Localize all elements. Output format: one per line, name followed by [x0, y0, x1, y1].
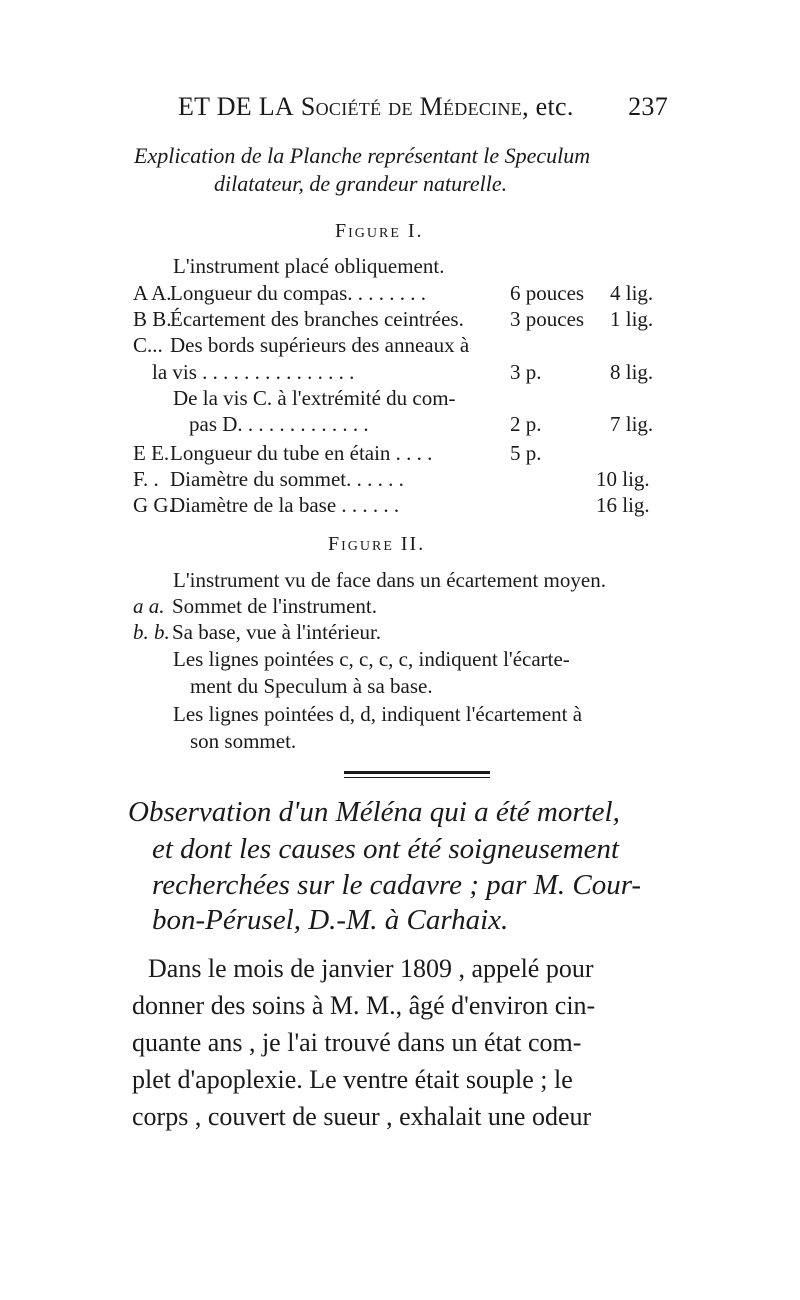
row-value: 2 p. — [510, 412, 542, 436]
row-key: A A. — [133, 281, 172, 305]
row-value: 3 p. — [510, 360, 542, 384]
row-extra: 8 lig. — [610, 360, 654, 384]
observation-title-line-4: bon-Pérusel, D.-M. à Carhaix. — [152, 904, 509, 936]
row-text: Diamètre du sommet. . . . . . — [170, 467, 404, 491]
figure-1-intro: L'instrument placé obliquement. — [173, 254, 445, 278]
explanation-line-2: dilatateur, de grandeur naturelle. — [214, 171, 508, 196]
observation-title-line-2: et dont les causes ont été soigneusement — [152, 833, 620, 865]
row-value: 5 p. — [510, 441, 542, 465]
figure-1-row — [133, 281, 172, 306]
page-number: 237 — [628, 92, 668, 121]
row-text: Des bords supérieurs des anneaux à — [170, 333, 470, 357]
row-value: 3 pouces — [510, 307, 585, 331]
row-key: F. . — [133, 467, 159, 491]
body-line-3: quante ans , je l'ai trouvé dans un état com- — [132, 1028, 582, 1057]
row-text: De la vis C. à l'extrémité du com- — [173, 386, 456, 410]
body-line-5: corps , couvert de sueur , exhalait une odeur — [132, 1102, 592, 1131]
row-key: G G. — [133, 493, 174, 517]
explanation-line-1: Explication de la Planche représentant le Speculum — [134, 143, 591, 168]
figure-2-para-1-line-1: Les lignes pointées c, c, c, c, indiquent l'écarte- — [173, 647, 570, 671]
row-extra: 4 lig. — [610, 281, 654, 305]
body-line-2: donner des soins à M. M., âgé d'environ cin- — [132, 991, 596, 1020]
header-suffix: , etc. — [522, 92, 574, 121]
observation-title-line-1: Observation d'un Méléna qui a été mortel, — [128, 796, 620, 828]
row-key: C... — [133, 333, 163, 357]
row-extra: 7 lig. — [610, 412, 654, 436]
body-line-1: Dans le mois de janvier 1809 , appelé pour — [148, 954, 594, 983]
section-divider-thin — [344, 777, 490, 778]
row-key: E E. — [133, 441, 170, 465]
figure-2-text-b: Sa base, vue à l'intérieur. — [172, 620, 382, 644]
row-text: Longueur du compas. . . . . . . . — [170, 281, 427, 305]
row-extra: 16 lig. — [596, 493, 650, 517]
row-text: Écartement des branches ceintrées. — [170, 307, 464, 331]
row-text: pas D. . . . . . . . . . . . . — [189, 412, 369, 436]
figure-2-para-1-line-2: ment du Speculum à sa base. — [190, 674, 433, 698]
row-text: Longueur du tube en étain . . . . — [170, 441, 433, 465]
figure-2-para-2-line-2: son sommet. — [190, 729, 297, 753]
row-key: B B. — [133, 307, 172, 331]
figure-2-key-b: b. b. — [133, 620, 170, 644]
row-extra: 10 lig. — [596, 467, 650, 491]
figure-2-key-a: a a. — [133, 594, 165, 618]
figure-1-heading: Figure I. — [335, 220, 424, 242]
figure-2-heading: Figure II. — [328, 533, 426, 555]
running-header — [178, 92, 678, 122]
observation-title-line-3: recherchées sur le cadavre ; par M. Cour- — [152, 869, 642, 901]
row-text: la vis . . . . . . . . . . . . . . . — [152, 360, 355, 384]
row-extra: 1 lig. — [610, 307, 654, 331]
row-value: 6 pouces — [510, 281, 585, 305]
section-divider — [344, 771, 490, 774]
header-prefix: ET DE LA — [178, 92, 295, 121]
header-title: Société de Médecine — [300, 92, 523, 121]
figure-2-para-2-line-1: Les lignes pointées d, d, indiquent l'écartement à — [173, 702, 583, 726]
row-text: Diamètre de la base . . . . . . — [170, 493, 400, 517]
figure-2-intro: L'instrument vu de face dans un écartement moyen. — [173, 568, 606, 592]
body-line-4: plet d'apoplexie. Le ventre était souple ; le — [132, 1065, 573, 1094]
figure-2-text-a: Sommet de l'instrument. — [172, 594, 378, 618]
